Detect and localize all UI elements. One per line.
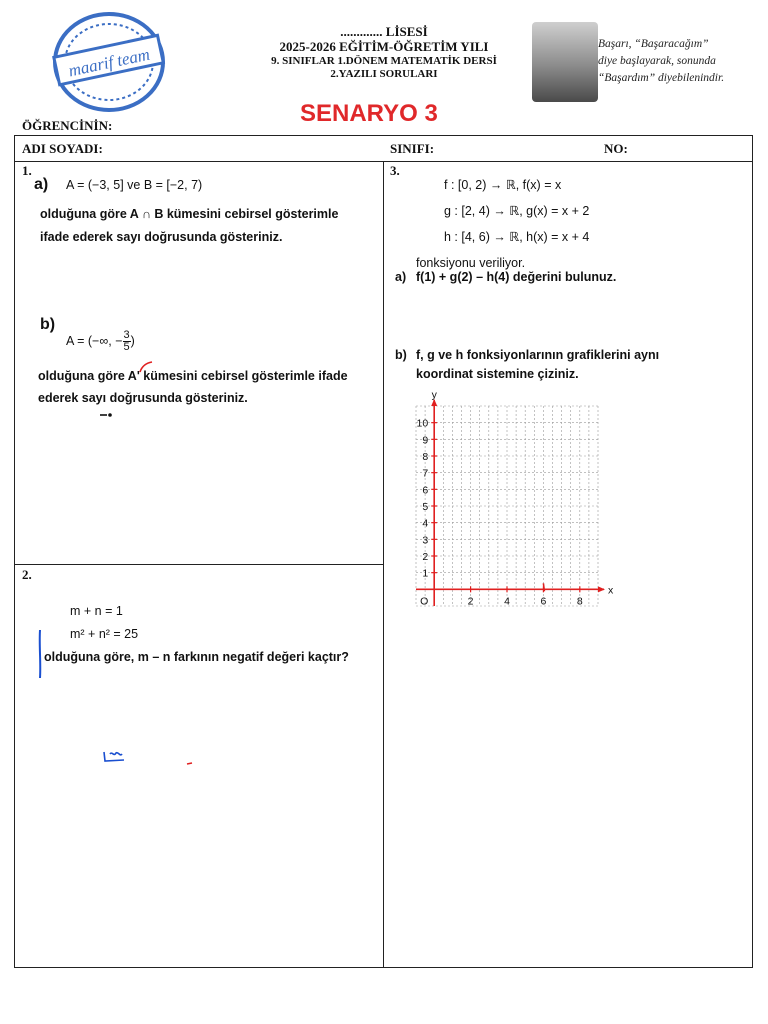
- q3b-text-line1: f, g ve h fonksiyonlarının grafiklerini aynı: [416, 348, 660, 362]
- name-label: ADI SOYADI:: [22, 141, 103, 156]
- portrait-image: [532, 22, 598, 102]
- q3-function-g: g : [2, 4) → ℝ, g(x) = x + 2: [444, 204, 590, 218]
- q3-given-text: fonksiyonu veriliyor.: [416, 256, 526, 270]
- quote-line-3: “Başardım” diyebilenindir.: [598, 72, 725, 84]
- divider: [14, 564, 384, 565]
- q1b-set: [66, 330, 135, 353]
- q3b-text-line2: koordinat sistemine çiziniz.: [416, 367, 579, 381]
- q1a-text-line2: ifade ederek sayı doğrusunda gösteriniz.: [40, 230, 283, 244]
- q3-function-h: h : [4, 6) → ℝ, h(x) = x + 4: [444, 230, 590, 244]
- y-tick-label: 9: [422, 434, 429, 447]
- q2-question-text: olduğuna göre, m – n farkının negatif değeri kaçtır?: [44, 650, 349, 664]
- academic-year: 2025-2026 EĞİTİM-ÖĞRETİM YILI: [279, 39, 489, 54]
- grid-lines: [416, 406, 598, 606]
- y-tick-label: 5: [422, 501, 429, 513]
- scenario-title: SENARYO 3: [300, 100, 438, 127]
- quote-line-1: Başarı, “Başaracağım”: [598, 38, 709, 50]
- coordinate-grid[interactable]: [408, 389, 614, 614]
- q1b-set-prefix: A = (−∞, −: [66, 333, 123, 348]
- y-tick-label: 4: [422, 517, 429, 530]
- y-tick-label: 7: [422, 467, 429, 480]
- q2-equation-2: m² + n² = 25: [70, 627, 139, 641]
- question-3-number: 3.: [390, 163, 400, 178]
- fraction-denominator: 5: [123, 341, 130, 353]
- svg-text:maarif team: maarif team: [66, 44, 152, 81]
- q1a-text-line1: olduğuna göre A ∩ B kümesini cebirsel gösterimle: [40, 207, 339, 221]
- x-tick-label: 2: [467, 595, 474, 608]
- origin-label: O: [420, 595, 429, 608]
- y-tick-label: 10: [416, 417, 429, 430]
- q2-equation-1: m + n = 1: [70, 604, 123, 618]
- q1b-text-line2: ederek sayı doğrusunda gösteriniz.: [38, 391, 248, 405]
- exam-title: 2.YAZILI SORULARI: [330, 68, 438, 80]
- y-tick-label: 1: [422, 567, 429, 580]
- school-name: ............. LİSESİ: [340, 24, 428, 39]
- q1a-sets: A = (−3, 5] ve B = [−2, 7): [66, 178, 203, 192]
- y-tick-label: 8: [422, 451, 429, 463]
- q1b-label: b): [40, 316, 56, 333]
- x-tick-label: 4: [504, 595, 510, 608]
- question-1-number: 1.: [22, 163, 32, 178]
- fraction-numerator: 3: [123, 329, 130, 341]
- number-label: NO:: [604, 141, 628, 156]
- q3b-label: b): [395, 348, 407, 362]
- q3a-label: a): [395, 270, 407, 284]
- q1a-label: a): [34, 176, 49, 193]
- student-heading: ÖĞRENCİNİN:: [22, 118, 113, 133]
- blue-pen-mark: [36, 628, 44, 680]
- y-tick-label: 6: [422, 484, 429, 497]
- tick-labels: [417, 389, 614, 607]
- course-title: 9. SINIFLAR 1.DÖNEM MATEMATİK DERSİ: [271, 55, 497, 67]
- x-axis-label: x: [608, 584, 614, 597]
- quote-line-2: diye başlayarak, sonunda: [598, 55, 716, 67]
- y-tick-label: 3: [422, 534, 429, 547]
- quote-text: [598, 36, 750, 87]
- x-tick-label: 8: [576, 595, 583, 608]
- q1b-set-suffix: ): [130, 333, 135, 348]
- y-tick-label: 2: [422, 551, 429, 563]
- y-axis-label: y: [431, 389, 437, 401]
- axes: [416, 399, 605, 606]
- q3-function-f: f : [0, 2) → ℝ, f(x) = x: [444, 178, 562, 192]
- q3a-text: f(1) + g(2) – h(4) değerini bulunuz.: [416, 270, 617, 284]
- pen-mark: [98, 410, 114, 420]
- class-label: SINIFI:: [390, 141, 435, 156]
- x-axis-arrow-icon: [598, 586, 605, 592]
- q1b-fraction: [123, 330, 131, 353]
- blue-pen-mark: [102, 748, 128, 764]
- red-pen-mark: [186, 760, 194, 766]
- question-2-number: 2.: [22, 567, 32, 582]
- q1b-text-line1: olduğuna göre A' kümesini cebirsel gösterimle ifade: [38, 369, 348, 383]
- x-tick-label: 6: [540, 595, 547, 608]
